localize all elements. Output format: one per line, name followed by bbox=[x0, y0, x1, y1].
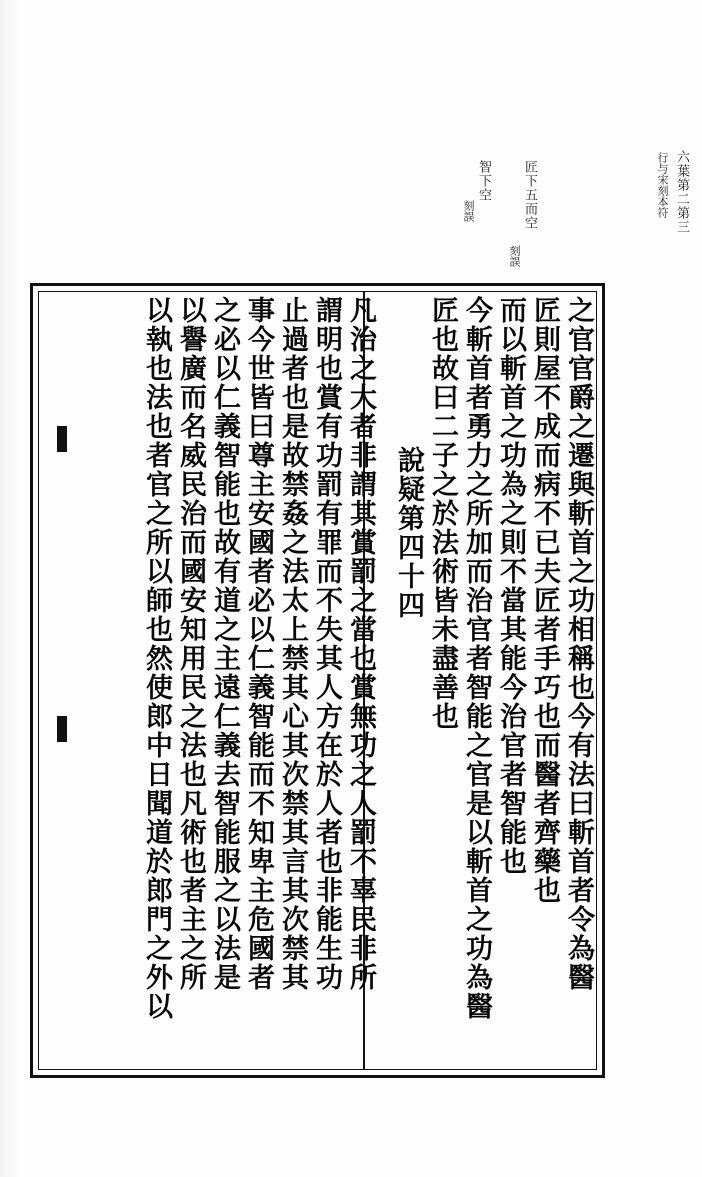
text-column: 凡治之大者非謂其賞罰之當也賞無功之人罰不辜民非所 bbox=[345, 296, 376, 992]
text-column: 止過者也是故禁姦之法太上禁其心其次禁其言其次禁其 bbox=[277, 296, 308, 992]
text-column: 匠也故曰二子之於法術皆未盡善也 bbox=[427, 296, 458, 731]
vertical-text-columns bbox=[43, 296, 592, 1065]
margin-note-3: 智下空 bbox=[476, 160, 491, 202]
text-column: 以譽廣而名威民治而國安知用民之法也凡術也者主之所 bbox=[175, 296, 206, 992]
section-title: 說疑第四十四 bbox=[393, 446, 424, 620]
margin-note-5: 匠下五而空 bbox=[522, 160, 537, 230]
margin-note-1: 六葉第二第三 bbox=[674, 150, 689, 234]
text-column: 事今世皆曰尊主安國者必以仁義智能而不知卑主危國者 bbox=[243, 296, 274, 992]
text-column: 之官官爵之遷與斬首之功相稱也今有法曰斬首者令為醫 bbox=[563, 296, 594, 992]
text-column: 匠則屋不成而病不已夫匠者手巧也而醫者齊藥也 bbox=[529, 296, 560, 905]
text-column: 謂明也賞有功罰有罪而不失其人方在於人者也非能生功 bbox=[311, 296, 342, 992]
text-block-frame bbox=[30, 283, 605, 1078]
text-column: 以執也法也者官之所以師也然使郎中日聞道於郎門之外以 bbox=[141, 296, 172, 1021]
column-spacer bbox=[374, 296, 388, 1065]
text-column: 而以斬首之功為之則不當其能今治官者智能也 bbox=[495, 296, 526, 876]
margin-note-4: 刻誤 bbox=[462, 200, 475, 222]
page-edge-shading bbox=[0, 0, 22, 1177]
margin-note-2: 行与宋刻本符 bbox=[656, 152, 669, 218]
text-column: 今斬首者勇力之所加而治官者智能之官是以斬首之功為醫 bbox=[461, 296, 492, 1021]
margin-note-6: 刻誤 bbox=[508, 245, 521, 267]
text-column: 之必以仁義智能也故有道之主遠仁義去智能服之以法是 bbox=[209, 296, 240, 992]
